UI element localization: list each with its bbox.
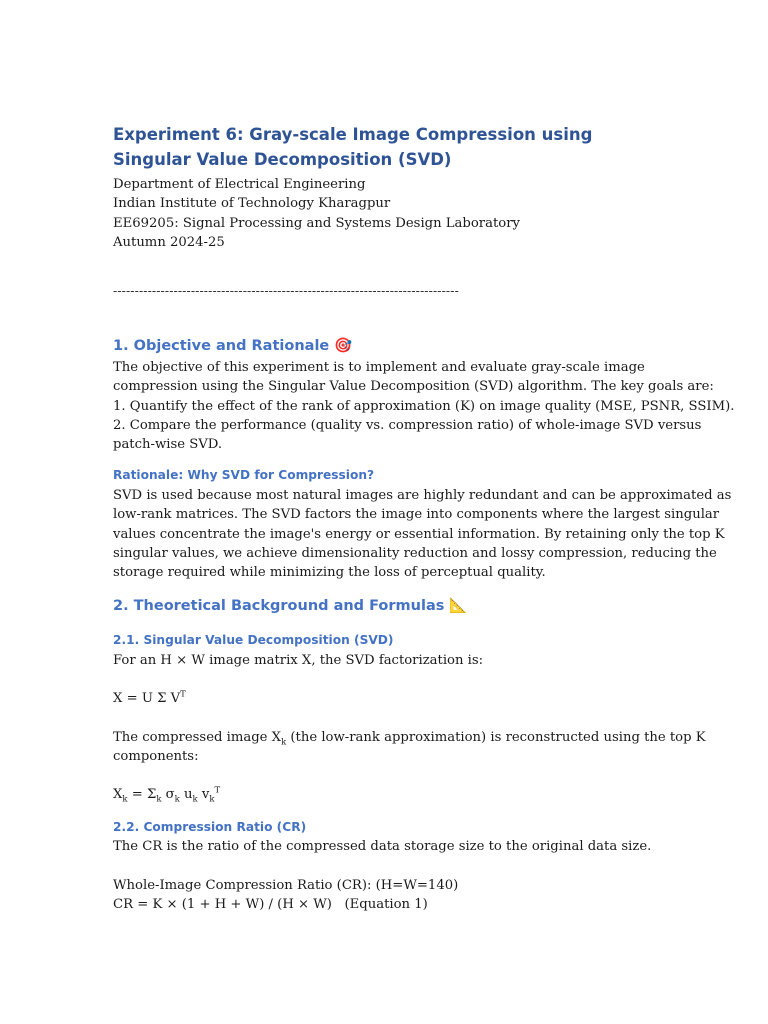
lowrank-formula	[113, 785, 220, 804]
svd-intro-text: For an H × W image matrix X, the SVD factorization is:	[113, 653, 484, 668]
objective-line: compression using the Singular Value Decomposition (SVD) algorithm. The key goals are:	[113, 379, 714, 395]
objective-line: 2. Compare the performance (quality vs. compression ratio) of whole-image SVD versus	[113, 417, 702, 433]
reconstruct-subscript: k	[281, 737, 287, 748]
formula-superscript: T	[214, 785, 221, 796]
section-heading-objective: 1. Objective and Rationale 🎯	[113, 338, 353, 354]
section-heading-theory: 2. Theoretical Background and Formulas 📐	[113, 598, 468, 614]
cr-intro-text: The CR is the ratio of the compressed data storage size to the original data size.	[113, 839, 652, 854]
objective-line: 1. Quantify the effect of the rank of approximation (K) on image quality (MSE, PSNR, SSIM).	[113, 398, 735, 414]
rationale-line: low-rank matrices. The SVD factors the image into components where the largest singular	[113, 507, 720, 523]
svd-formula-transpose: T	[180, 689, 186, 700]
rationale-line: singular values, we achieve dimensionality reduction and lossy compression, reducing the	[113, 545, 717, 561]
meta-course: EE69205: Signal Processing and Systems Design Laboratory	[113, 215, 520, 231]
formula-subscript: k	[192, 794, 198, 805]
formula-subscript: k	[209, 794, 215, 805]
formula-subscript: k	[122, 794, 128, 805]
rationale-line: storage required while minimizing the loss of perceptual quality.	[113, 565, 546, 581]
reconstruct-line: components:	[113, 749, 199, 765]
subheading-svd: 2.1. Singular Value Decomposition (SVD)	[113, 633, 394, 647]
separator-line: --------------------------------------------------------------------------------	[113, 283, 459, 298]
document-title: Experiment 6: Gray-scale Image Compression using Singular Value Decomposition (SVD)	[113, 125, 593, 169]
svd-formula-base: X = U Σ V	[113, 691, 181, 706]
reconstruct-text-part: The compressed image X	[113, 730, 282, 745]
meta-department: Department of Electrical Engineering	[113, 177, 366, 192]
subheading-compression-ratio: 2.2. Compression Ratio (CR)	[113, 820, 307, 834]
rationale-paragraph	[113, 486, 732, 582]
reconstruct-line	[113, 728, 706, 748]
cr-label: Whole-Image Compression Ratio (CR): (H=W=140)	[113, 878, 459, 893]
formula-part: v	[197, 787, 210, 802]
objective-line: patch-wise SVD.	[113, 437, 223, 453]
document-meta	[113, 175, 520, 252]
meta-semester: Autumn 2024-25	[113, 234, 225, 250]
rationale-line: SVD is used because most natural images are highly redundant and can be approximated as	[113, 488, 732, 503]
reconstruct-text-part: (the low-rank approximation) is reconstructed using the top K	[286, 730, 706, 745]
reconstruct-paragraph	[113, 728, 706, 767]
objective-line: The objective of this experiment is to implement and evaluate gray-scale image	[113, 360, 645, 375]
formula-part: = Σ	[127, 787, 157, 802]
formula-part: σ	[161, 787, 175, 802]
rationale-line: values concentrate the image's energy or essential information. By retaining only the top K	[113, 526, 725, 542]
objective-paragraph	[113, 358, 735, 454]
svd-formula	[113, 689, 186, 708]
formula-part: u	[179, 787, 193, 802]
formula-part: X	[113, 787, 123, 802]
cr-formula: CR = K × (1 + H + W) / (H × W) (Equation 1)	[113, 897, 428, 912]
subheading-rationale: Rationale: Why SVD for Compression?	[113, 468, 375, 482]
formula-subscript: k	[156, 794, 162, 805]
formula-subscript: k	[174, 794, 180, 805]
meta-institute: Indian Institute of Technology Kharagpur	[113, 196, 391, 212]
